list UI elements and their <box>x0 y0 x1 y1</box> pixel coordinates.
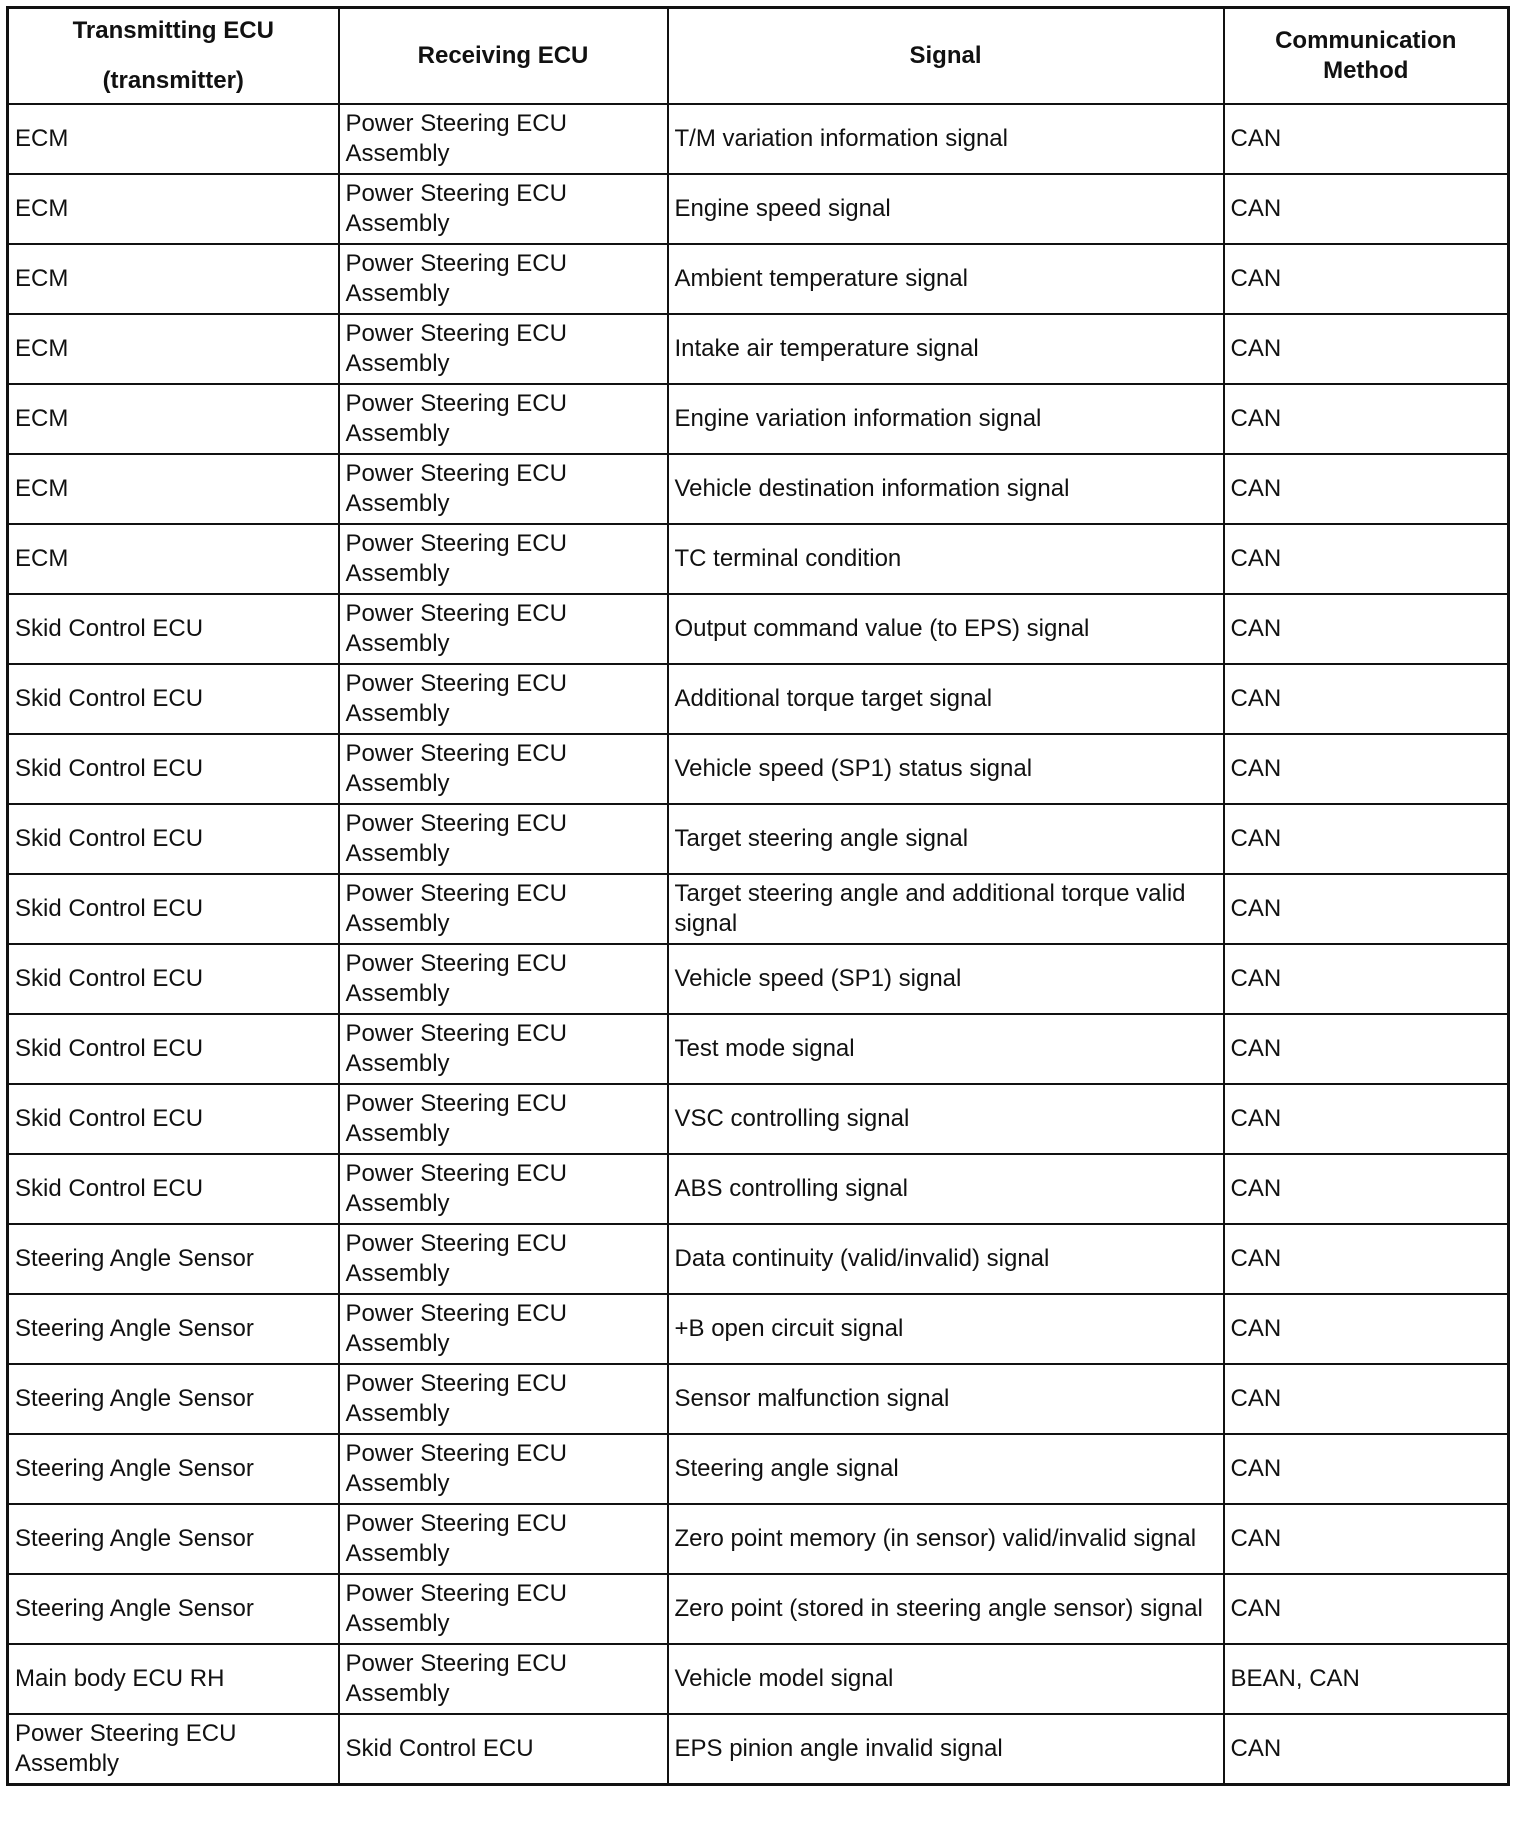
signal-cell: Steering angle signal <box>668 1434 1224 1504</box>
header-row <box>8 8 1509 105</box>
transmitting-ecu-cell: Skid Control ECU <box>8 874 339 944</box>
receiving-ecu-cell: Power Steering ECU Assembly <box>339 804 668 874</box>
table-row <box>8 944 1509 1014</box>
transmitting-ecu-cell: ECM <box>8 104 339 174</box>
transmitting-ecu-cell: Steering Angle Sensor <box>8 1574 339 1644</box>
receiving-ecu-cell: Power Steering ECU Assembly <box>339 1434 668 1504</box>
table-row <box>8 594 1509 664</box>
header-communication-method: Communication Method <box>1224 8 1509 105</box>
communication-method-cell: CAN <box>1224 1364 1509 1434</box>
receiving-ecu-cell: Power Steering ECU Assembly <box>339 1084 668 1154</box>
table-row <box>8 314 1509 384</box>
transmitting-ecu-cell: Skid Control ECU <box>8 1154 339 1224</box>
table-row <box>8 1364 1509 1434</box>
receiving-ecu-cell: Power Steering ECU Assembly <box>339 1224 668 1294</box>
communication-method-cell: CAN <box>1224 1434 1509 1504</box>
signal-cell: TC terminal condition <box>668 524 1224 594</box>
signal-cell: Additional torque target signal <box>668 664 1224 734</box>
receiving-ecu-cell: Power Steering ECU Assembly <box>339 594 668 664</box>
table-row <box>8 244 1509 314</box>
table-row <box>8 1224 1509 1294</box>
table-row <box>8 1574 1509 1644</box>
table-row <box>8 1294 1509 1364</box>
signal-cell: Zero point (stored in steering angle sensor) signal <box>668 1574 1224 1644</box>
transmitting-ecu-cell: ECM <box>8 454 339 524</box>
transmitting-ecu-cell: ECM <box>8 524 339 594</box>
table-row <box>8 874 1509 944</box>
receiving-ecu-cell: Power Steering ECU Assembly <box>339 1154 668 1224</box>
communication-method-cell: CAN <box>1224 1154 1509 1224</box>
communication-method-cell: CAN <box>1224 1084 1509 1154</box>
header-transmitting-ecu-label: Transmitting ECU <box>72 17 274 44</box>
table-body <box>8 104 1509 1785</box>
table-row <box>8 1154 1509 1224</box>
table-row <box>8 1714 1509 1785</box>
transmitting-ecu-cell: Skid Control ECU <box>8 1014 339 1084</box>
communication-method-cell: CAN <box>1224 174 1509 244</box>
transmitting-ecu-cell: Skid Control ECU <box>8 594 339 664</box>
receiving-ecu-cell: Power Steering ECU Assembly <box>339 874 668 944</box>
communication-method-cell: CAN <box>1224 594 1509 664</box>
signal-cell: Engine speed signal <box>668 174 1224 244</box>
signal-cell: Target steering angle signal <box>668 804 1224 874</box>
communication-method-cell: CAN <box>1224 944 1509 1014</box>
transmitting-ecu-cell: Main body ECU RH <box>8 1644 339 1714</box>
receiving-ecu-cell: Power Steering ECU Assembly <box>339 1574 668 1644</box>
table-row <box>8 1084 1509 1154</box>
receiving-ecu-cell: Power Steering ECU Assembly <box>339 1364 668 1434</box>
communication-method-cell: CAN <box>1224 384 1509 454</box>
transmitting-ecu-cell: ECM <box>8 174 339 244</box>
header-transmitter-label: (transmitter) <box>102 67 244 94</box>
transmitting-ecu-cell: Skid Control ECU <box>8 944 339 1014</box>
transmitting-ecu-cell: ECM <box>8 384 339 454</box>
table-row <box>8 664 1509 734</box>
transmitting-ecu-cell: Steering Angle Sensor <box>8 1504 339 1574</box>
receiving-ecu-cell: Power Steering ECU Assembly <box>339 384 668 454</box>
table-row <box>8 1014 1509 1084</box>
table-row <box>8 734 1509 804</box>
table-row <box>8 524 1509 594</box>
receiving-ecu-cell: Power Steering ECU Assembly <box>339 314 668 384</box>
signal-cell: Data continuity (valid/invalid) signal <box>668 1224 1224 1294</box>
transmitting-ecu-cell: Power Steering ECU Assembly <box>8 1714 339 1785</box>
signal-cell: Vehicle model signal <box>668 1644 1224 1714</box>
communication-method-cell: CAN <box>1224 244 1509 314</box>
communication-method-cell: CAN <box>1224 454 1509 524</box>
signal-cell: Zero point memory (in sensor) valid/invalid signal <box>668 1504 1224 1574</box>
signal-cell: Vehicle speed (SP1) status signal <box>668 734 1224 804</box>
receiving-ecu-cell: Power Steering ECU Assembly <box>339 1014 668 1084</box>
table-row <box>8 104 1509 174</box>
table-header <box>8 8 1509 105</box>
transmitting-ecu-cell: Skid Control ECU <box>8 734 339 804</box>
signal-cell: ABS controlling signal <box>668 1154 1224 1224</box>
table-row <box>8 1644 1509 1714</box>
table-row <box>8 804 1509 874</box>
communication-method-cell: CAN <box>1224 664 1509 734</box>
receiving-ecu-cell: Skid Control ECU <box>339 1714 668 1785</box>
signal-cell: Ambient temperature signal <box>668 244 1224 314</box>
signal-cell: Target steering angle and additional torque valid signal <box>668 874 1224 944</box>
communication-method-cell: CAN <box>1224 1224 1509 1294</box>
table-row <box>8 1434 1509 1504</box>
communication-method-cell: CAN <box>1224 314 1509 384</box>
receiving-ecu-cell: Power Steering ECU Assembly <box>339 174 668 244</box>
header-receiving-ecu: Receiving ECU <box>339 8 668 105</box>
transmitting-ecu-cell: Steering Angle Sensor <box>8 1224 339 1294</box>
header-signal: Signal <box>668 8 1224 105</box>
transmitting-ecu-cell: Skid Control ECU <box>8 664 339 734</box>
table-row <box>8 174 1509 244</box>
signal-cell: T/M variation information signal <box>668 104 1224 174</box>
table-row <box>8 1504 1509 1574</box>
receiving-ecu-cell: Power Steering ECU Assembly <box>339 1294 668 1364</box>
receiving-ecu-cell: Power Steering ECU Assembly <box>339 524 668 594</box>
receiving-ecu-cell: Power Steering ECU Assembly <box>339 454 668 524</box>
communication-method-cell: CAN <box>1224 1504 1509 1574</box>
signal-cell: Test mode signal <box>668 1014 1224 1084</box>
receiving-ecu-cell: Power Steering ECU Assembly <box>339 244 668 314</box>
signal-cell: EPS pinion angle invalid signal <box>668 1714 1224 1785</box>
receiving-ecu-cell: Power Steering ECU Assembly <box>339 664 668 734</box>
ecu-communication-table <box>6 6 1510 1786</box>
receiving-ecu-cell: Power Steering ECU Assembly <box>339 104 668 174</box>
communication-method-cell: CAN <box>1224 1574 1509 1644</box>
header-transmitting-ecu <box>8 8 339 105</box>
transmitting-ecu-cell: Skid Control ECU <box>8 1084 339 1154</box>
communication-method-cell: CAN <box>1224 874 1509 944</box>
signal-cell: Output command value (to EPS) signal <box>668 594 1224 664</box>
signal-cell: Intake air temperature signal <box>668 314 1224 384</box>
transmitting-ecu-cell: Steering Angle Sensor <box>8 1294 339 1364</box>
table-row <box>8 454 1509 524</box>
receiving-ecu-cell: Power Steering ECU Assembly <box>339 734 668 804</box>
transmitting-ecu-cell: ECM <box>8 314 339 384</box>
receiving-ecu-cell: Power Steering ECU Assembly <box>339 1644 668 1714</box>
signal-cell: Vehicle speed (SP1) signal <box>668 944 1224 1014</box>
communication-method-cell: CAN <box>1224 1014 1509 1084</box>
communication-method-cell: CAN <box>1224 104 1509 174</box>
signal-cell: Engine variation information signal <box>668 384 1224 454</box>
receiving-ecu-cell: Power Steering ECU Assembly <box>339 1504 668 1574</box>
communication-method-cell: CAN <box>1224 734 1509 804</box>
signal-cell: Sensor malfunction signal <box>668 1364 1224 1434</box>
communication-method-cell: BEAN, CAN <box>1224 1644 1509 1714</box>
signal-cell: Vehicle destination information signal <box>668 454 1224 524</box>
signal-cell: +B open circuit signal <box>668 1294 1224 1364</box>
communication-method-cell: CAN <box>1224 1714 1509 1785</box>
transmitting-ecu-cell: Steering Angle Sensor <box>8 1364 339 1434</box>
transmitting-ecu-cell: Steering Angle Sensor <box>8 1434 339 1504</box>
transmitting-ecu-cell: ECM <box>8 244 339 314</box>
table-row <box>8 384 1509 454</box>
receiving-ecu-cell: Power Steering ECU Assembly <box>339 944 668 1014</box>
transmitting-ecu-cell: Skid Control ECU <box>8 804 339 874</box>
communication-method-cell: CAN <box>1224 804 1509 874</box>
communication-method-cell: CAN <box>1224 524 1509 594</box>
communication-method-cell: CAN <box>1224 1294 1509 1364</box>
signal-cell: VSC controlling signal <box>668 1084 1224 1154</box>
